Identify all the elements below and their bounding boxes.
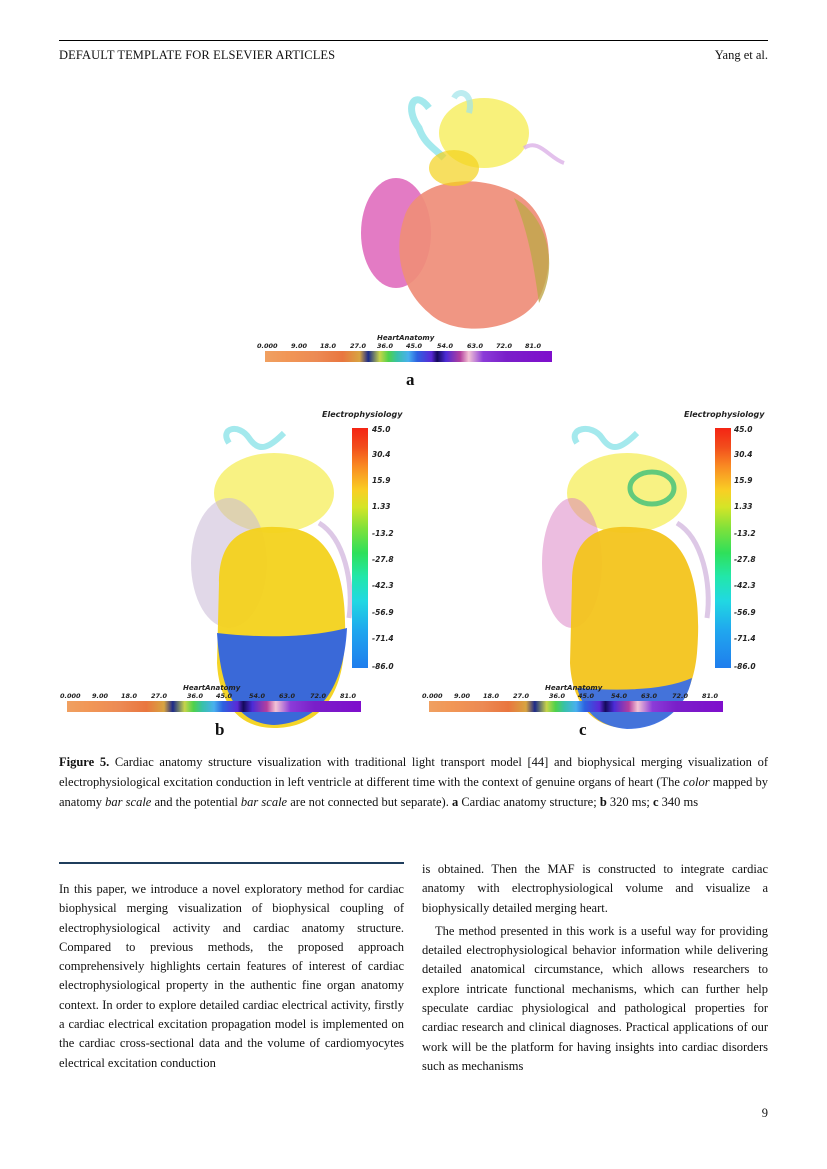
anatomy-tick-a: 18.0 [320, 342, 337, 350]
caption-text-1: Cardiac anatomy structure visualization with traditional light transport model [44] and biophysical merging visualization of electrophysiological excitation conduction in left ventricle at different time with the context of genuine organs of heart (The [59, 755, 768, 789]
panel-label-c: c [579, 720, 587, 739]
anatomy-tick-c: 18.0 [483, 692, 500, 700]
anatomy-tick-c: 0.000 [422, 692, 443, 700]
page-number: 9 [761, 1106, 768, 1120]
anatomy-tick-a: 27.0 [350, 342, 367, 350]
electro-gradient-c [715, 428, 731, 668]
anatomy-tick-b: 63.0 [279, 692, 296, 700]
anatomy-tick-a: 81.0 [525, 342, 542, 350]
electro-tick-c: -86.0 [734, 662, 756, 671]
anatomy-tick-b: 27.0 [151, 692, 168, 700]
caption-label: Figure 5. [59, 755, 110, 769]
section-divider [59, 862, 404, 864]
anatomy-tick-a: 54.0 [437, 342, 454, 350]
anatomy-color-bar-c [421, 684, 721, 714]
caption-text-4: are not connected but separate). [290, 795, 449, 809]
electro-tick-c: -56.9 [734, 608, 756, 617]
electro-tick-b: -27.8 [372, 555, 394, 564]
anatomy-tick-a: 63.0 [467, 342, 484, 350]
electro-tick-b: 45.0 [372, 425, 391, 434]
conclusion-paragraph-2: The method presented in this work is a useful way for providing detailed electrophysiological behavior information while delivering detailed anatomical circumstance, which allows researchers to explore intricate functional mechanisms, which can further help speculate cardiac physiological and pathological properties for cardiac research and clinical diagnoses. Practical applications of our work will be the platform for having insights into cardiac disorders such as mechanisms [422, 923, 768, 1073]
anatomy-tick-b: 81.0 [340, 692, 357, 700]
anatomy-tick-a: 0.000 [257, 342, 278, 350]
caption-bar-scale-2: bar scale [240, 795, 288, 809]
anatomy-color-bar-b [59, 684, 359, 714]
anatomy-tick-b: 36.0 [187, 692, 204, 700]
electro-tick-c: 1.33 [734, 502, 753, 511]
anatomy-tick-b: 45.0 [216, 692, 233, 700]
electro-tick-c: 30.4 [734, 450, 753, 459]
caption-text-3: and the potential [154, 795, 238, 809]
anatomy-tick-c: 45.0 [578, 692, 595, 700]
caption-c-label: c [652, 795, 659, 809]
electro-tick-b: -56.9 [372, 608, 394, 617]
author-running-head: Yang et al. [714, 48, 768, 62]
anatomy-bar-title-a: HeartAnatomy [377, 334, 435, 342]
heart-anatomy-render-a [334, 88, 594, 338]
caption-bar-scale-1: bar scale [105, 795, 152, 809]
electro-tick-c: 45.0 [734, 425, 753, 434]
anatomy-tick-c: 27.0 [513, 692, 530, 700]
electro-bar-title-c: Electrophysiology [684, 410, 765, 419]
electro-tick-b: 30.4 [372, 450, 391, 459]
figure-caption [59, 752, 768, 812]
electro-tick-b: -71.4 [372, 634, 394, 643]
electro-tick-c: -42.3 [734, 581, 756, 590]
caption-text-2: mapped by anatomy [59, 775, 769, 809]
anatomy-tick-b: 9.00 [92, 692, 109, 700]
electro-tick-b: 15.9 [372, 476, 391, 485]
electro-tick-b: -42.3 [372, 581, 394, 590]
anatomy-tick-a: 36.0 [377, 342, 394, 350]
caption-b-label: b [599, 795, 607, 809]
electro-bar-title-b: Electrophysiology [322, 410, 403, 419]
running-header [59, 40, 768, 65]
electro-tick-c: 15.9 [734, 476, 753, 485]
anatomy-tick-b: 54.0 [249, 692, 266, 700]
electro-gradient-b [352, 428, 368, 668]
conclusion-paragraph-1: In this paper, we introduce a novel exploratory method for cardiac biophysical merging visualization of biophysical coupling of electrophysiological activity and cardiac anatomy structure. Compared to previous methods, the proposed approach comprehensively highlights certain features of interest of cardiac electrophysiological property in the authentic fine organ anatomy context. In order to explore detailed cardiac electrical activity, firstly a cardiac electrical excitation propagation model is implemented on the cardiac cross-sectional data and the volume of cardiomyocytes electrical excitation conduction [59, 882, 404, 1070]
anatomy-tick-c: 63.0 [641, 692, 658, 700]
anatomy-tick-c: 9.00 [454, 692, 471, 700]
caption-a-text: Cardiac anatomy structure; [461, 795, 597, 809]
anatomy-tick-a: 9.00 [291, 342, 308, 350]
body-column-right [422, 860, 768, 1076]
anatomy-tick-a: 72.0 [496, 342, 513, 350]
electro-tick-b: -86.0 [372, 662, 394, 671]
anatomy-tick-c: 72.0 [672, 692, 689, 700]
electro-tick-b: -13.2 [372, 529, 394, 538]
anatomy-gradient-a [265, 351, 552, 362]
figure-5 [59, 78, 768, 743]
anatomy-color-bar-a [259, 334, 559, 364]
electro-tick-b: 1.33 [372, 502, 391, 511]
conclusion-paragraph-1-cont: is obtained. Then the MAF is constructed to integrate cardiac anatomy with electrophysiological volume and visualize a biophysically detailed merging heart. [422, 862, 768, 915]
caption-b-text: 320 ms; [609, 795, 650, 809]
anatomy-bar-title-c: HeartAnatomy [545, 684, 603, 692]
body-column-left [59, 880, 404, 1073]
anatomy-tick-a: 45.0 [406, 342, 423, 350]
anatomy-tick-b: 18.0 [121, 692, 138, 700]
anatomy-bar-title-b: HeartAnatomy [183, 684, 241, 692]
anatomy-tick-c: 36.0 [549, 692, 566, 700]
caption-a-label: a [451, 795, 459, 809]
panel-label-b: b [215, 720, 225, 739]
anatomy-tick-b: 72.0 [310, 692, 327, 700]
panel-label-a: a [406, 370, 415, 389]
anatomy-tick-c: 81.0 [702, 692, 719, 700]
anatomy-tick-c: 54.0 [611, 692, 628, 700]
caption-c-text: 340 ms [661, 795, 699, 809]
anatomy-tick-b: 0.000 [60, 692, 81, 700]
electro-tick-c: -71.4 [734, 634, 756, 643]
anatomy-gradient-b [67, 701, 361, 712]
journal-template-title: DEFAULT TEMPLATE FOR ELSEVIER ARTICLES [59, 48, 336, 62]
anatomy-gradient-c [429, 701, 723, 712]
electro-tick-c: -27.8 [734, 555, 756, 564]
caption-color-word: color [683, 775, 710, 789]
electro-tick-c: -13.2 [734, 529, 756, 538]
